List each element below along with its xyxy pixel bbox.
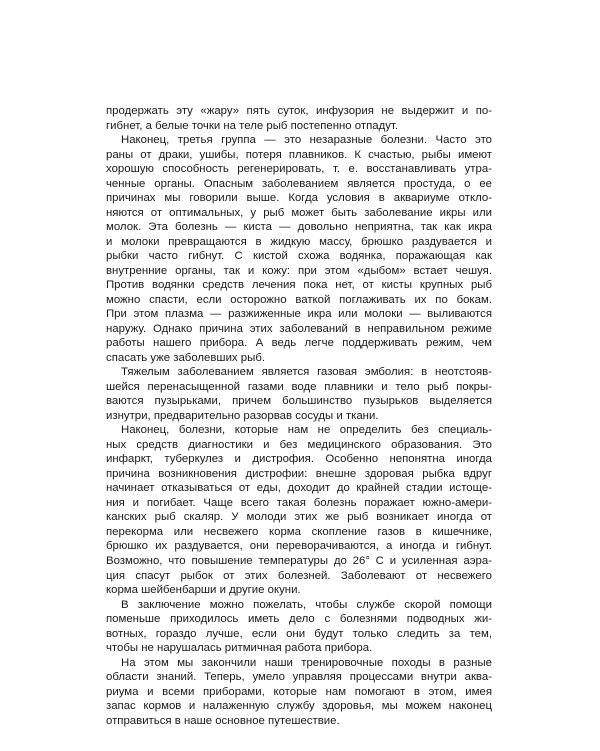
text-line: работы нашего прибора. А ведь легче поддерживать режим, чем <box>106 337 492 350</box>
text-line: Тяжелым заболеванием является газовая эмболия: в неотстояв- <box>121 366 492 379</box>
text-line: ваются пузырьками, причем большинство пузырьков выделяется <box>106 395 492 408</box>
text-line: можно спасти, если осторожно ваткой поглаживать их по бокам. <box>106 293 492 306</box>
book-page <box>106 104 492 728</box>
text-line: раны от драки, ушибы, потеря плавников. К счастью, рыбы имеют <box>106 148 492 161</box>
text-line: начинает отказываться от еды, доходит до крайней стадии истоще- <box>106 482 492 495</box>
text-line: спасать уже заболевших рыб. <box>106 351 266 364</box>
text-line: отправиться в наше основное путешествие. <box>106 714 340 727</box>
text-line: наружу. Однако причина этих заболеваний в неправильном режиме <box>106 322 492 335</box>
text-line: При этом плазма — разжиженные икра или молоки — выливаются <box>106 308 492 321</box>
text-line: Наконец, болезни, которые нам не определить без специаль- <box>121 424 492 437</box>
text-line: гибнет, а белые точки на теле рыб постепенно отпадут. <box>106 119 399 132</box>
text-line: причинах мы говорили выше. Когда условия в аквариуме откло- <box>106 192 492 205</box>
text-line: запас кормов и налаженную службу здоровья, мы можем наконец <box>106 700 492 713</box>
text-line: няются от оптимальных, у рыб может быть заболевание икры или <box>106 206 492 219</box>
text-line: поменьше приходилось иметь дело с болезнями подводных жи- <box>106 613 492 626</box>
text-line: причина возникновения дистрофии: внешне здоровая рыбка вдруг <box>106 467 492 480</box>
text-line: вотных, гораздо лучше, если они будут только следить за тем, <box>106 627 492 640</box>
text-line: изнутри, предварительно разорвав сосуды и ткани. <box>106 409 379 422</box>
text-line: продержать эту «жару» пять суток, инфузория не выдержит и по- <box>106 105 492 117</box>
text-line: Возможно, что повышение температуры до 26° С и усиленная аэра- <box>106 554 492 567</box>
text-line: молок. Эта болезнь — киста — довольно неприятна, так как икра <box>106 221 492 234</box>
paragraph-5 <box>106 598 492 656</box>
paragraph-2 <box>106 133 492 365</box>
text-line: чтобы не нарушалась ритмичная работа прибора. <box>106 642 373 655</box>
text-line: внутренние органы, так и кожу: при этом «дыбом» встает чешуя. <box>106 264 492 277</box>
text-line: канских рыб скаляр. У молоди этих же рыб возникает иногда от <box>106 511 492 524</box>
text-line: Наконец, третья группа — это незаразные болезни. Часто это <box>121 134 492 147</box>
text-line: ция спасут рыбок от этих болезней. Заболевают от несвежего <box>106 569 492 582</box>
paragraph-3 <box>106 365 492 423</box>
text-line: инфаркт, туберкулез и дистрофия. Особенно непонятна иногда <box>106 453 492 466</box>
text-line: и молоки превращаются в жидкую массу, брюшко раздувается и <box>106 235 492 248</box>
text-line: риума и всеми приборами, которые нам помогают в этом, имея <box>106 685 492 698</box>
text-line: ных средств диагностики и без медицинского образования. Это <box>106 438 492 451</box>
text-line: области знаний. Теперь, умело управляя процессами внутри аква- <box>106 671 492 684</box>
text-line: рыбки часто гибнут. С кистой схожа водянка, поражающая как <box>106 250 492 263</box>
text-line: перекорма или несвежего корма скопление газов в кишечнике, <box>106 525 492 538</box>
paragraph-6 <box>106 656 492 729</box>
text-line: брюшко их раздувается, они переворачиваются, а иногда и гибнут. <box>106 540 492 553</box>
text-line: ченные органы. Опасным заболеванием является простуда, о ее <box>106 177 492 190</box>
text-line: хорошую способность регенерировать, т. е. восстанавливать утра- <box>106 163 492 176</box>
text-line: В заключение можно пожелать, чтобы службе скорой помощи <box>121 598 492 611</box>
text-line: шейся перенасыщенной газами воде плавники и тело рыб покры- <box>106 380 492 393</box>
text-line: На этом мы закончили наши тренировочные походы в разные <box>121 656 492 669</box>
paragraph-4 <box>106 423 492 597</box>
paragraph-1 <box>106 104 492 133</box>
text-line: корма шейбенбарши и другие окуни. <box>106 584 301 597</box>
text-line: Против водянки средств лечения пока нет, от кисты крупных рыб <box>106 279 492 292</box>
text-line: ния и погибает. Чаще всего такая болезнь поражает южно-амери- <box>106 496 492 509</box>
